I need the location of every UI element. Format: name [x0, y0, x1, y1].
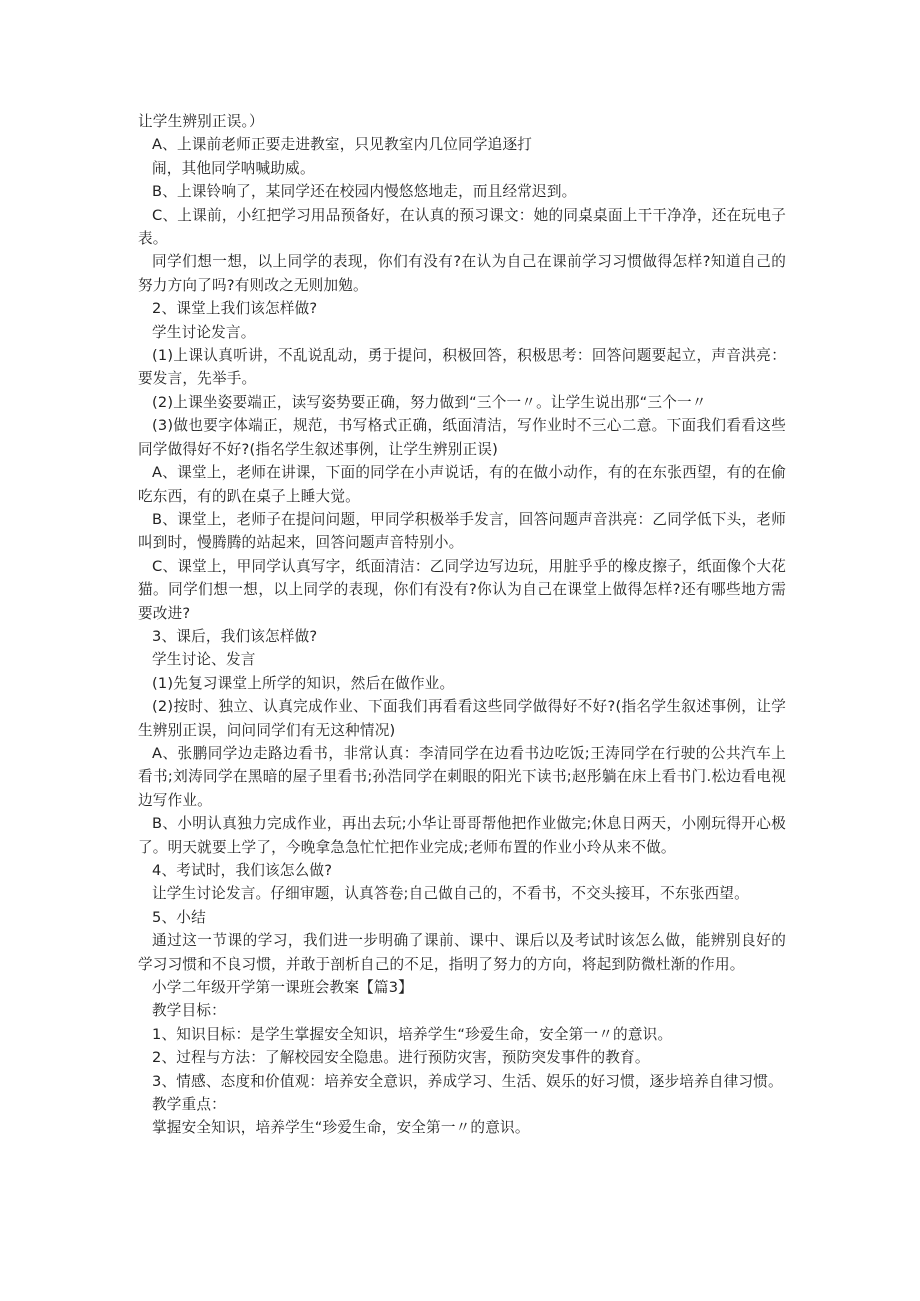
paragraph: 1、知识目标：是学生掌握安全知识，培养学生“珍爱生命，安全第一〃的意识。 — [152, 1025, 673, 1043]
paragraph: 让学生辨别正误。） — [138, 113, 264, 130]
paragraph: 闹，其他同学呐喊助威。 — [152, 159, 315, 177]
paragraph: 掌握安全知识，培养学生“珍爱生命，安全第一〃的意识。 — [152, 1119, 530, 1137]
paragraph: 小学二年级开学第一课班会教案【篇3】 — [152, 979, 413, 997]
paragraph: 通过这一节课的学习，我们进一步明确了课前、课中、课后以及考试时该怎么做，能辨别良好的学习习惯和不良习惯，并敢于剖析自己的不足，指明了努力的方向，将起到防微杜渐的作用。 — [138, 932, 786, 973]
paragraph: 2、课堂上我们该怎样做? — [152, 300, 318, 318]
paragraph: (2)按时、独立、认真完成作业、下面我们再看看这些同学做得好不好?(指名学生叙述事例，让学生辨别正误，问问同学们有无这种情况) — [138, 698, 786, 739]
paragraph: C、上课前，小红把学习用品预备好，在认真的预习课文：她的同桌桌面上干干净净，还在玩电子表。 — [138, 206, 786, 248]
paragraph: (3)做也要字体端正，规范，书写格式正确，纸面清洁，写作业时不三心二意。下面我们看看这些同学做得好不好?(指名学生叙述事例，让学生辨别正误) — [138, 417, 786, 458]
paragraph: 教学目标： — [152, 1002, 226, 1020]
paragraph: 同学们想一想，以上同学的表现，你们有没有?在认为自己在课前学习习惯做得怎样?知道自己的努力方向了吗?有则改之无则加勉。 — [138, 253, 786, 294]
paragraph: 教学重点： — [152, 1096, 226, 1114]
paragraph: 学生讨论发言。 — [152, 323, 256, 341]
paragraph: C、课堂上，甲同学认真写字，纸面清洁：乙同学边写边玩，用脏乎乎的橡皮擦子，纸面像个大花猫。同学们想一想，以上同学的表现，你们有没有?你认为自己在课堂上做得怎样?还有哪些地方需要改进? — [138, 557, 786, 622]
paragraph: 3、课后，我们该怎样做? — [152, 627, 318, 645]
document-page — [138, 110, 786, 1140]
paragraph: (2)上课坐姿要端正，读写姿势要正确，努力做到“三个一〃。让学生说出那“三个一〃 — [152, 393, 707, 411]
paragraph: (1)先复习课堂上所学的知识，然后在做作业。 — [152, 674, 455, 692]
paragraph: A、张鹏同学边走路边看书，非常认真：李清同学在边看书边吃饭;王涛同学在行驶的公共汽车上看书;刘涛同学在黑暗的屋子里看书;孙浩同学在刺眼的阳光下读书;赵彤躺在床上看书门.松边看电视边写作业。 — [138, 744, 786, 809]
paragraph: (1)上课认真听讲，不乱说乱动，勇于提问，积极回答，积极思考：回答问题要起立，声音洪亮：要发言，先举手。 — [138, 347, 786, 388]
paragraph: A、课堂上，老师在讲课，下面的同学在小声说话，有的在做小动作，有的在东张西望，有的在偷吃东西，有的趴在桌子上睡大觉。 — [138, 464, 786, 505]
paragraph: 3、情感、态度和价值观：培养安全意识，养成学习、生活、娱乐的好习惯，逐步培养自律习惯。 — [152, 1072, 783, 1090]
paragraph: B、课堂上，老师子在提问问题，甲同学积极举手发言，回答问题声音洪亮：乙同学低下头，老师叫到时，慢腾腾的站起来，回答问题声音特别小。 — [138, 510, 786, 552]
paragraph: 学生讨论、发言 — [152, 651, 256, 669]
paragraph: B、小明认真独力完成作业，再出去玩;小华让哥哥帮他把作业做完;休息日两天，小刚玩得开心极了。明天就要上学了，今晚拿急急忙忙把作业完成;老师布置的作业小玲从来不做。 — [138, 815, 786, 856]
paragraph: 让学生讨论发言。仔细审题，认真答卷;自己做自己的，不看书，不交头接耳，不东张西望。 — [152, 885, 749, 903]
paragraph: 4、考试时，我们该怎么做? — [152, 862, 333, 879]
paragraph: 2、过程与方法：了解校园安全隐患。进行预防灾害，预防突发事件的教育。 — [152, 1049, 650, 1067]
paragraph: 5、小结 — [152, 908, 206, 926]
paragraph: A、上课前老师正要走进教室，只见教室内几位同学追逐打 — [152, 136, 533, 154]
paragraph: B、上课铃响了，某同学还在校园内慢悠悠地走，而且经常迟到。 — [152, 183, 577, 201]
